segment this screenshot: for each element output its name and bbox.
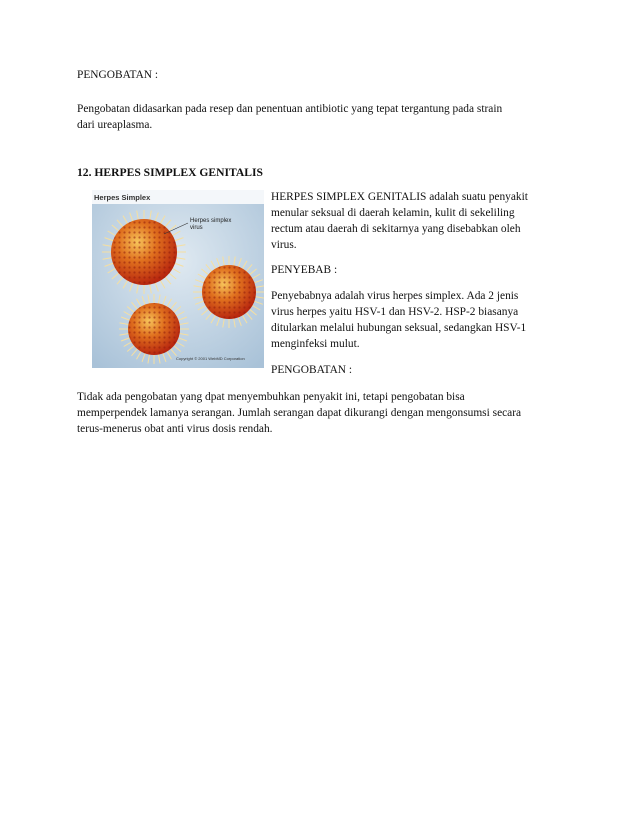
cause-line4: menginfeksi mulut. <box>271 338 360 350</box>
treatment-line2: memperpendek lamanya serangan. Jumlah serangan dapat dikurangi dengan mengonsumsi secara <box>77 407 522 419</box>
herpes-virus-image <box>92 190 264 368</box>
definition-line4: virus. <box>271 239 297 251</box>
figure-title: Herpes Simplex <box>94 193 151 202</box>
cause-line3: ditularkan melalui hubungan seksual, sedangkan HSV-1 <box>271 322 527 334</box>
figure-copyright: Copyright © 2001 WebMD Corporation <box>176 356 245 361</box>
treatment-line1: Tidak ada pengobatan yang dpat menyembuhkan penyakit ini, tetapi pengobatan bisa <box>77 391 465 403</box>
pengobatan-text-line1: Pengobatan didasarkan pada resep dan penentuan antibiotic yang tepat tergantung pada strain <box>77 103 503 115</box>
herpes-virus-illustration <box>92 190 264 368</box>
section-title-herpes: 12. HERPES SIMPLEX GENITALIS <box>77 166 263 179</box>
cause-line1: Penyebabnya adalah virus herpes simplex. Ada 2 jenis <box>271 290 519 302</box>
treatment-line3: terus-menerus obat anti virus dosis rendah. <box>77 423 273 435</box>
definition-line2: menular seksual di daerah kelamin, kulit di sekeliling <box>271 207 515 219</box>
definition-line1: HERPES SIMPLEX GENITALIS adalah suatu penyakit <box>271 191 528 203</box>
definition-line3: rectum atau daerah di sekitarnya yang disebabkan oleh <box>271 223 521 235</box>
cause-heading: PENYEBAB : <box>271 264 338 276</box>
figure-label-line1: Herpes simplex <box>190 218 232 224</box>
cause-line2: virus herpes yaitu HSV-1 dan HSV-2. HSP-2 biasanya <box>271 306 519 318</box>
pengobatan-text-line2: dari ureaplasma. <box>77 119 153 131</box>
figure-label-line2: virus <box>190 225 203 231</box>
treatment-heading: PENGOBATAN : <box>271 364 353 376</box>
pengobatan-heading: PENGOBATAN : <box>77 69 159 81</box>
